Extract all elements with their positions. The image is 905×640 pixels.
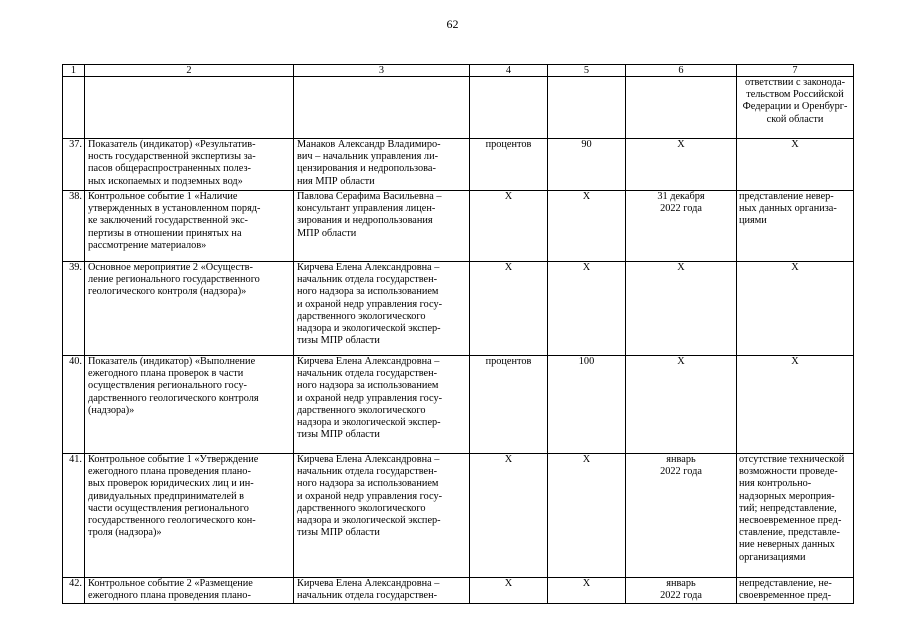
table-row [63, 262, 854, 356]
page-number: 62 [446, 17, 459, 31]
row-number: 37. [63, 139, 85, 191]
row-note: ответствии с законода- тельством Российской Федерации и Оренбург- ской области [737, 77, 854, 139]
row-number: 39. [63, 262, 85, 356]
row-date: X [626, 356, 737, 454]
column-header: 1 [63, 65, 85, 77]
table-row [63, 139, 854, 191]
row-responsible: Кирчева Елена Александровна – начальник отдела государствен- ного надзора за использованием и охраной недр управления госу- дарственного экологического надзора и экологической экспер- тизы МПР области [294, 356, 470, 454]
row-note: X [737, 139, 854, 191]
row-number: 40. [63, 356, 85, 454]
row-unit: процентов [470, 139, 548, 191]
row-responsible: Кирчева Елена Александровна – начальник отдела государствен- [294, 578, 470, 604]
column-number-row [63, 65, 854, 77]
column-header: 4 [470, 65, 548, 77]
column-header: 2 [85, 65, 294, 77]
row-unit: X [470, 191, 548, 262]
row-date: 31 декабря 2022 года [626, 191, 737, 262]
row-unit: X [470, 578, 548, 604]
row-unit: процентов [470, 356, 548, 454]
table-row [63, 191, 854, 262]
row-note: представление невер- ных данных организа- циями [737, 191, 854, 262]
column-header: 3 [294, 65, 470, 77]
row-date: X [626, 262, 737, 356]
row-unit: X [470, 262, 548, 356]
row-responsible: Павлова Серафима Васильевна – консультант управления лицен- зирования и недропользования МПР области [294, 191, 470, 262]
column-header: 6 [626, 65, 737, 77]
row-unit [470, 77, 548, 139]
row-name: Основное мероприятие 2 «Осуществ- ление регионального государственного геологического контроля (надзора)» [85, 262, 294, 356]
control-events-table [62, 64, 854, 604]
row-value: 90 [548, 139, 626, 191]
row-unit: X [470, 454, 548, 578]
column-header: 7 [737, 65, 854, 77]
row-responsible: Кирчева Елена Александровна – начальник отдела государствен- ного надзора за использованием и охраной недр управления госу- дарственного экологического надзора и экологической экспер- тизы МПР области [294, 454, 470, 578]
row-name: Показатель (индикатор) «Выполнение ежегодного плана проверок в части осуществления регионального госу- дарственного геологического контроля (надзора)» [85, 356, 294, 454]
row-name: Показатель (индикатор) «Результатив- ность государственной экспертизы за- пасов общераспространенных полез- ных ископаемых и подземных вод» [85, 139, 294, 191]
row-name: Контрольное событие 1 «Наличие утвержденных в установленном поряд- ке заключений государственной экс- пертизы в отношении принятых на рассмотрение материалов» [85, 191, 294, 262]
row-name: Контрольное событие 2 «Размещение ежегодного плана проведения плано- [85, 578, 294, 604]
row-note: непредставление, не- своевременное пред- [737, 578, 854, 604]
row-number: 38. [63, 191, 85, 262]
row-date: X [626, 139, 737, 191]
row-note: X [737, 262, 854, 356]
row-value: X [548, 578, 626, 604]
row-date [626, 77, 737, 139]
row-number: 41. [63, 454, 85, 578]
row-name: Контрольное событие 1 «Утверждение ежегодного плана проведения плано- вых проверок юридических лиц и ин- дивидуальных предпринимателей в части осуществления регионального государственного геологического кон- троля (надзора)» [85, 454, 294, 578]
row-number: 42. [63, 578, 85, 604]
row-value: X [548, 454, 626, 578]
row-date: январь 2022 года [626, 454, 737, 578]
row-responsible: Манаков Александр Владимиро- вич – начальник управления ли- цензирования и недропользова- ния МПР области [294, 139, 470, 191]
table-row [63, 356, 854, 454]
row-value: X [548, 191, 626, 262]
table-row [63, 578, 854, 604]
table-row [63, 77, 854, 139]
row-value [548, 77, 626, 139]
table-row [63, 454, 854, 578]
row-responsible: Кирчева Елена Александровна – начальник отдела государствен- ного надзора за использованием и охраной недр управления госу- дарственного экологического надзора и экологической экспер- тизы МПР области [294, 262, 470, 356]
row-responsible [294, 77, 470, 139]
row-number [63, 77, 85, 139]
row-note: отсутствие технической возможности проведе- ния контрольно- надзорных мероприя- тий; непредставление, несвоевременное пред- ставление, представле- ние неверных данных организациями [737, 454, 854, 578]
column-header: 5 [548, 65, 626, 77]
row-value: 100 [548, 356, 626, 454]
row-note: X [737, 356, 854, 454]
row-name [85, 77, 294, 139]
row-date: январь 2022 года [626, 578, 737, 604]
row-value: X [548, 262, 626, 356]
